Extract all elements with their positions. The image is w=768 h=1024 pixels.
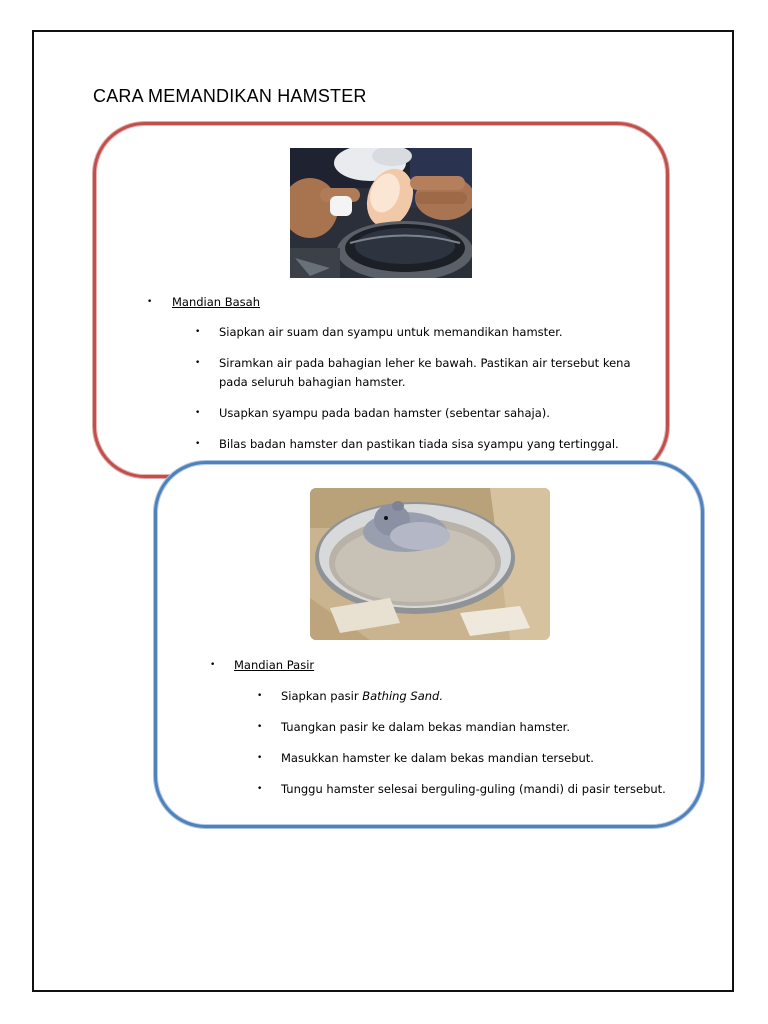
bullet-icon: •: [210, 660, 216, 670]
sand-bath-step: Masukkan hamster ke dalam bekas mandian tersebut.: [281, 751, 594, 765]
hamster-being-washed-photo: [290, 148, 472, 278]
bullet-icon: •: [257, 753, 263, 763]
sand-bath-step: [281, 687, 443, 706]
hamster-in-sand-bath-photo: [310, 488, 550, 640]
wet-bath-step-continued: pada seluruh bahagian hamster.: [219, 375, 406, 389]
sand-bath-step-italic: Bathing Sand.: [362, 689, 443, 703]
wet-bath-step: Bilas badan hamster dan pastikan tiada sisa syampu yang tertinggal.: [219, 437, 619, 451]
wet-bath-step: Usapkan syampu pada badan hamster (sebentar sahaja).: [219, 406, 550, 420]
bullet-icon: •: [257, 784, 263, 794]
wet-bath-heading: Mandian Basah: [172, 295, 261, 309]
bullet-icon: •: [195, 439, 201, 449]
wet-bath-step: Siapkan air suam dan syampu untuk memandikan hamster.: [219, 325, 563, 339]
page-title: CARA MEMANDIKAN HAMSTER: [93, 86, 367, 106]
bullet-icon: •: [257, 691, 263, 701]
bullet-icon: •: [195, 327, 201, 337]
sand-bath-heading: Mandian Pasir: [234, 658, 315, 672]
bullet-icon: •: [195, 358, 201, 368]
sand-bath-step: Tuangkan pasir ke dalam bekas mandian hamster.: [281, 720, 570, 734]
sand-bath-step-text: Siapkan pasir: [281, 689, 363, 703]
sand-bath-step: Tunggu hamster selesai berguling-guling (mandi) di pasir tersebut.: [281, 782, 666, 796]
bullet-icon: •: [257, 722, 263, 732]
bullet-icon: •: [195, 408, 201, 418]
wet-bath-step: Siramkan air pada bahagian leher ke bawah. Pastikan air tersebut kena: [219, 356, 631, 370]
bullet-icon: •: [147, 297, 153, 307]
